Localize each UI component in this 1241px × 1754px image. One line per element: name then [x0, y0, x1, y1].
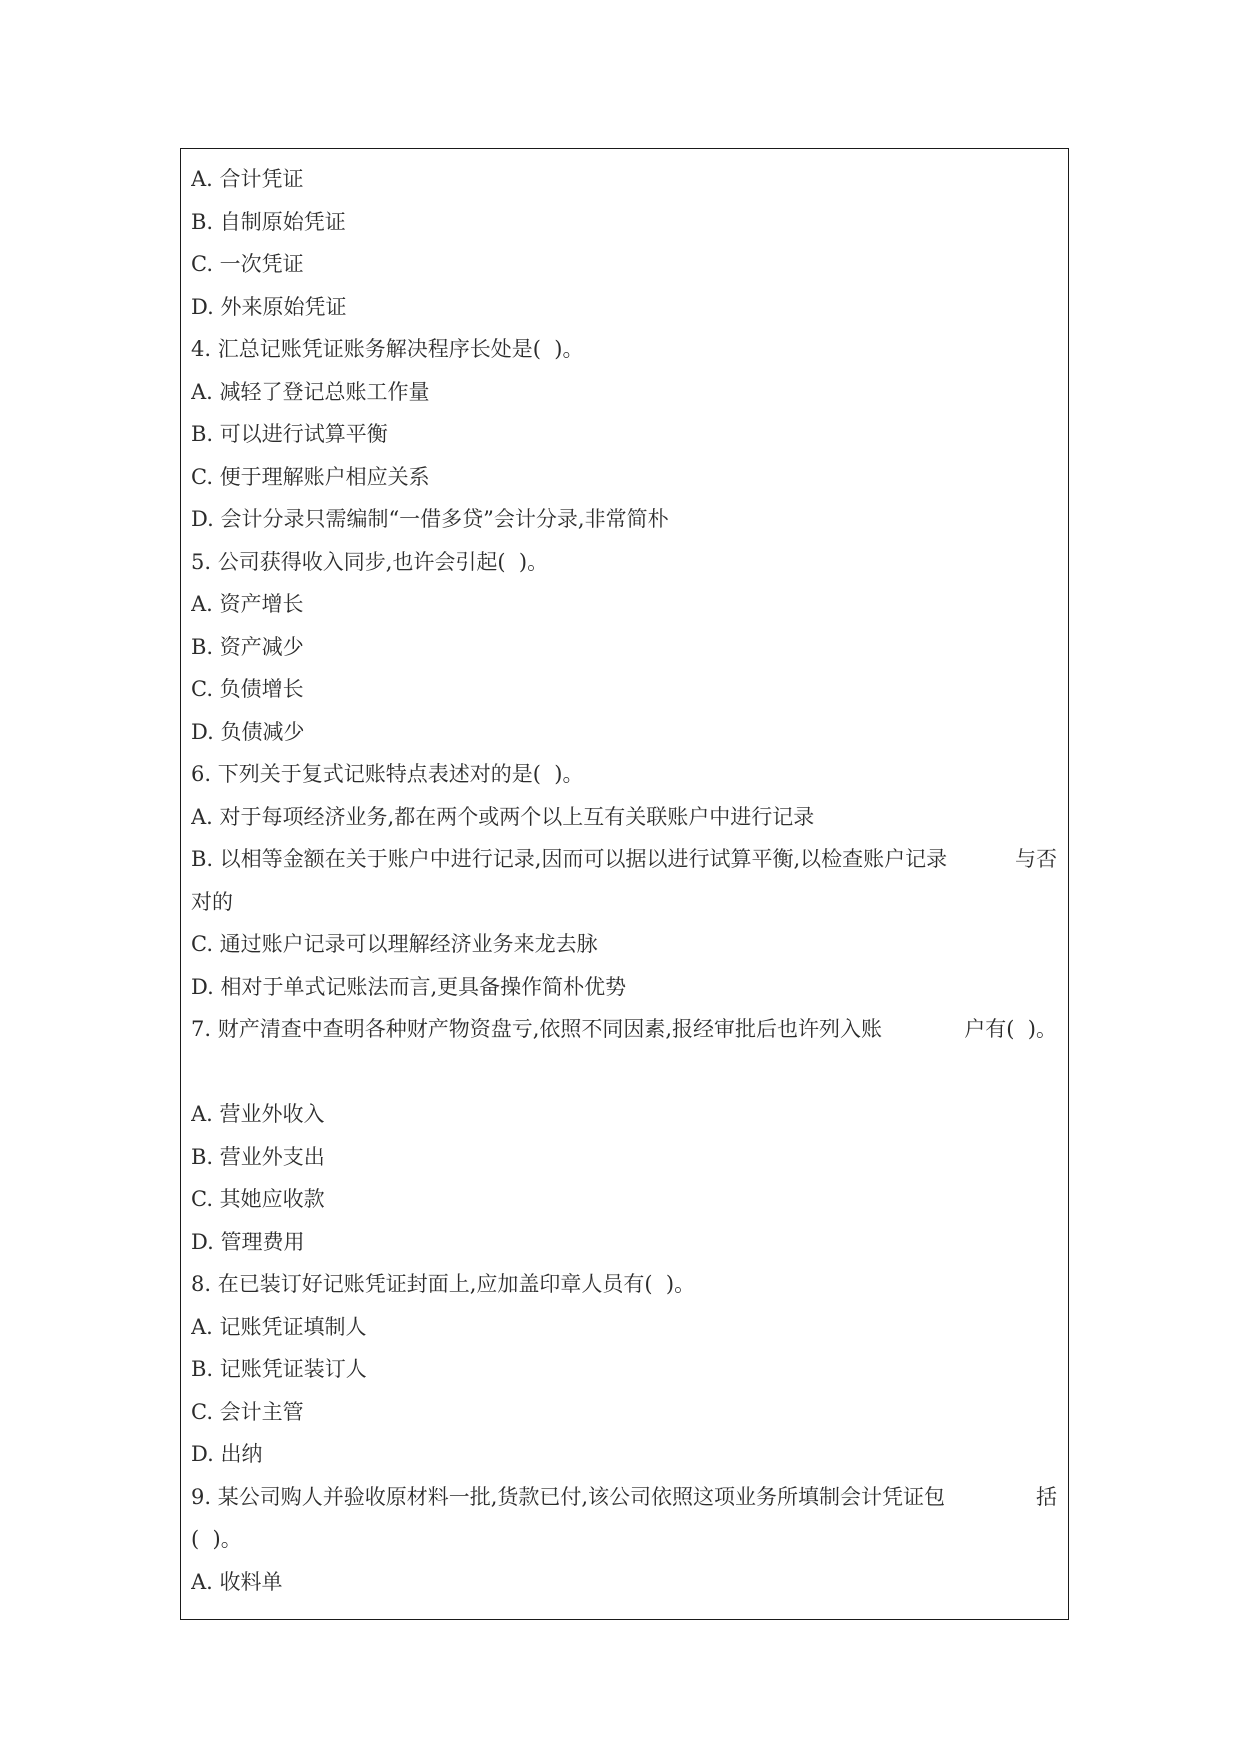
q9-stem-text-end: 括 [1036, 1484, 1057, 1509]
q6-stem: 6. 下列关于复式记账特点表述对的是( )。 [191, 762, 584, 786]
q7-option-a: A. 营业外收入 [191, 1102, 325, 1126]
q6-option-b-continued: 对的 [191, 889, 233, 914]
q5-option-d: D. 负债减少 [191, 719, 305, 744]
q9-stem [191, 1476, 1057, 1519]
q7-stem-text-end: 户有( )。 [964, 1017, 1057, 1041]
q4-option-d: D. 会计分录只需编制“一借多贷”会计分录,非常简朴 [191, 507, 669, 531]
q4-option-b: B. 可以进行试算平衡 [191, 422, 388, 446]
q4-option-a: A. 减轻了登记总账工作量 [191, 379, 430, 404]
q7-option-b: B. 营业外支出 [191, 1144, 325, 1169]
q8-option-d: D. 出纳 [191, 1442, 263, 1466]
q4-stem: 4. 汇总记账凭证账务解决程序长处是( )。 [191, 337, 584, 361]
q8-stem: 8. 在已装订好记账凭证封面上,应加盖印章人员有( )。 [191, 1272, 696, 1296]
q8-option-a: A. 记账凭证填制人 [191, 1314, 367, 1339]
q7-stem [191, 1008, 1057, 1051]
blank-line [191, 1051, 1057, 1094]
q5-option-b: B. 资产减少 [191, 634, 304, 659]
q4-option-c: C. 便于理解账户相应关系 [191, 464, 430, 489]
q5-stem: 5. 公司获得收入同步,也许会引起( )。 [191, 549, 549, 574]
q5-option-c: C. 负债增长 [191, 677, 304, 701]
q3-option-a: A. 合计凭证 [191, 167, 304, 191]
q5-option-a: A. 资产增长 [191, 592, 304, 616]
q6-option-c: C. 通过账户记录可以理解经济业务来龙去脉 [191, 932, 598, 956]
q6-option-d: D. 相对于单式记账法而言,更具备操作简朴优势 [191, 974, 627, 999]
q3-option-c: C. 一次凭证 [191, 252, 304, 276]
q7-stem-text: 7. 财产清查中查明各种财产物资盘亏,依照不同因素,报经审批后也许列入账 [191, 1017, 883, 1041]
q6-option-b [191, 838, 1057, 881]
q3-option-d: D. 外来原始凭证 [191, 294, 347, 319]
q9-stem-text: 9. 某公司购人并验收原材料一批,货款已付,该公司依照这项业务所填制会计凭证包 [191, 1484, 946, 1509]
question-box [180, 148, 1069, 1620]
q7-option-c: C. 其她应收款 [191, 1187, 325, 1211]
q9-stem-continued: ( )。 [191, 1527, 242, 1551]
q6-option-a: A. 对于每项经济业务,都在两个或两个以上互有关联账户中进行记录 [191, 804, 815, 829]
q9-option-a: A. 收料单 [191, 1569, 283, 1594]
q6-option-b-text: B. 以相等金额在关于账户中进行记录,因而可以据以进行试算平衡,以检查账户记录 [191, 847, 948, 871]
q8-option-b: B. 记账凭证装订人 [191, 1357, 367, 1381]
q3-option-b: B. 自制原始凭证 [191, 209, 346, 234]
q8-option-c: C. 会计主管 [191, 1399, 304, 1424]
q7-option-d: D. 管理费用 [191, 1229, 305, 1254]
q6-option-b-text-end: 与否 [1015, 847, 1057, 871]
